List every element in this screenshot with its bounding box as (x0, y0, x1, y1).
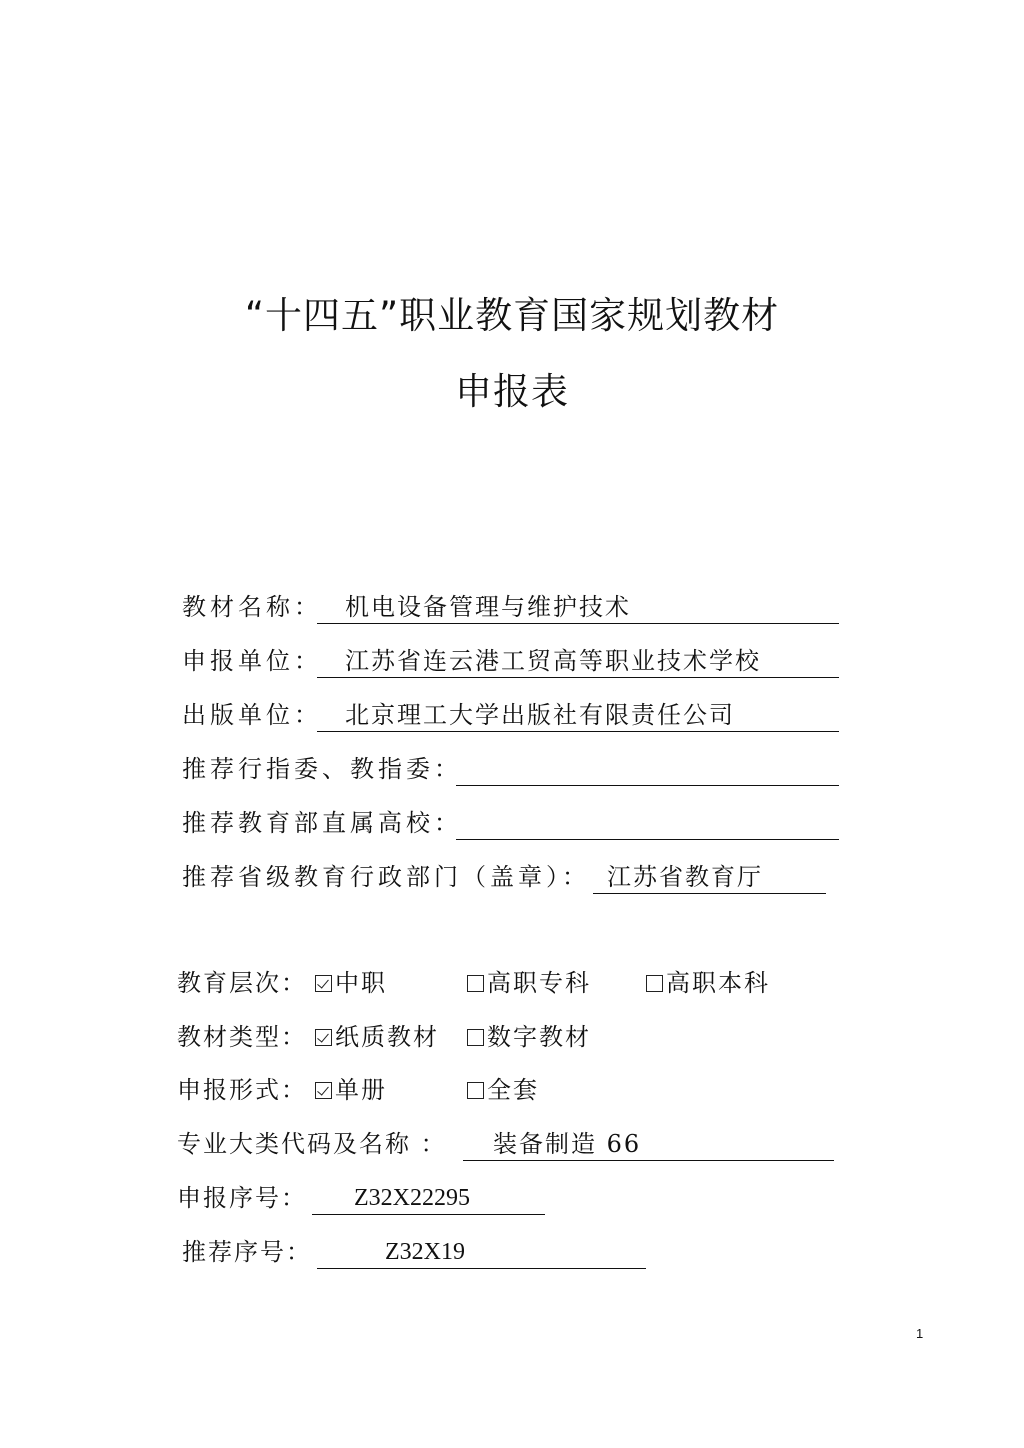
field-value: 机电设备管理与维护技术 (345, 593, 631, 621)
option-paper[interactable] (315, 1022, 439, 1052)
form-subtitle: 申报表 (455, 370, 569, 413)
field-value-line (317, 646, 839, 678)
option-text: 高职本科 (666, 969, 770, 997)
option-text: 数字教材 (487, 1023, 591, 1051)
field-value-line (593, 862, 826, 894)
field-label: 申报单位： (182, 647, 322, 675)
page-number: 1 (916, 1326, 924, 1341)
field-label: 专业大类代码及名称 ： (177, 1130, 447, 1158)
checkbox-empty-icon[interactable] (467, 975, 484, 992)
field-value: 江苏省教育厅 (607, 863, 763, 891)
field-label: 推荐行指委、教指委： (182, 755, 462, 783)
field-value-line (456, 808, 839, 840)
option-gaozhi-zhuanke[interactable] (467, 968, 591, 998)
field-label: 推荐教育部直属高校： (182, 809, 462, 837)
field-value-line (317, 700, 839, 732)
checkbox-empty-icon[interactable] (467, 1082, 484, 1099)
field-value-line (317, 1237, 646, 1269)
checkbox-checked-icon[interactable] (315, 1082, 332, 1099)
checkbox-checked-icon[interactable] (315, 1029, 332, 1046)
field-label: 推荐省级教育行政部门（盖章）： (182, 863, 590, 891)
option-full-set[interactable] (467, 1075, 539, 1105)
field-value: Z32X19 (385, 1239, 465, 1265)
field-value: 北京理工大学出版社有限责任公司 (345, 701, 735, 729)
field-value: Z32X22295 (354, 1185, 470, 1211)
field-label: 出版单位： (182, 701, 322, 729)
option-text: 纸质教材 (335, 1023, 439, 1051)
option-zhongzhi[interactable] (315, 968, 387, 998)
field-value-line (312, 1183, 545, 1215)
option-text: 高职专科 (487, 969, 591, 997)
field-value-line (456, 754, 839, 786)
field-label: 申报序号： (177, 1184, 307, 1212)
option-label: 教育层次： (177, 969, 307, 997)
field-value-line (463, 1129, 834, 1161)
field-label: 教材名称： (182, 593, 322, 621)
field-value: 装备制造 66 (493, 1130, 642, 1158)
option-text: 单册 (335, 1076, 387, 1104)
checkbox-checked-icon[interactable] (315, 975, 332, 992)
option-single[interactable] (315, 1075, 387, 1105)
option-label: 申报形式： (177, 1076, 307, 1104)
option-text: 全套 (487, 1076, 539, 1104)
checkbox-empty-icon[interactable] (646, 975, 663, 992)
option-digital[interactable] (467, 1022, 591, 1052)
option-text: 中职 (335, 969, 387, 997)
field-value: 江苏省连云港工贸高等职业技术学校 (345, 647, 761, 675)
form-title: “十四五”职业教育国家规划教材 (244, 294, 780, 337)
field-label: 推荐序号： (182, 1238, 312, 1266)
option-label: 教材类型： (177, 1023, 307, 1051)
checkbox-empty-icon[interactable] (467, 1029, 484, 1046)
option-gaozhi-benke[interactable] (646, 968, 770, 998)
field-value-line (317, 592, 839, 624)
